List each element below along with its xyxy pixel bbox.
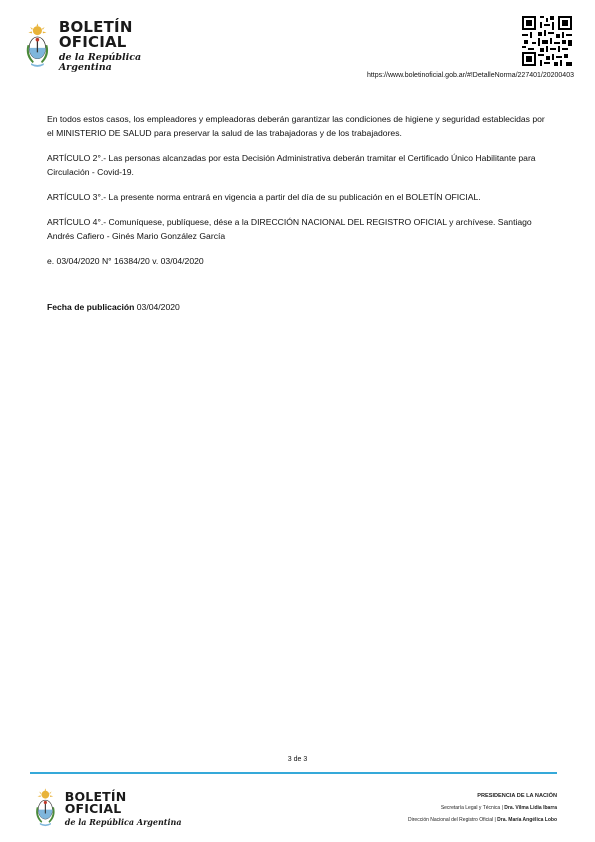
footer-divider — [30, 772, 557, 774]
publication-date-value: 03/04/2020 — [136, 302, 180, 312]
direccion-label: Dirección Nacional del Registro Oficial — [408, 817, 494, 823]
qr-code-icon — [522, 16, 572, 66]
logo-subtitle: de la República Argentina — [58, 52, 142, 73]
article-3: ARTÍCULO 3°.- La presente norma entrará en vigencia a partir del día de su publicación en el BOLETÍN OFICIAL. — [47, 192, 481, 202]
secretaria-name: Dra. Vilma Lidia Ibarra — [504, 805, 557, 811]
footer-logo-subtitle: de la República Argentina — [64, 816, 182, 827]
presidencia-label: PRESIDENCIA DE LA NACIÓN — [477, 793, 557, 799]
publication-date — [47, 302, 180, 312]
article-4: ARTÍCULO 4°.- Comuníquese, publíquese, dése a la DIRECCIÓN NACIONAL DEL REGISTRO OFICIAL y archívese. Santiago Andrés Cafiero - Ginés Mario González García — [47, 217, 532, 241]
secretaria-line: Secretaría Legal y Técnica | Dra. Vilma Lidia Ibarra — [440, 805, 557, 811]
footer-logo-title: BOLETÍN OFICIAL — [64, 788, 127, 816]
page-number: 3 de 3 — [287, 756, 308, 763]
coat-of-arms-icon — [22, 21, 53, 71]
publication-date-label: Fecha de publicación — [47, 302, 135, 312]
logo-title: BOLETÍN OFICIAL — [58, 18, 133, 51]
secretaria-label: Secretaría Legal y Técnica — [440, 805, 501, 811]
article-2: ARTÍCULO 2°.- Las personas alcanzadas por esta Decisión Administrativa deberán tramitar el Certificado Único Habilitante para Circulación - Covid-19. — [47, 153, 536, 177]
document-url[interactable]: https://www.boletinoficial.gob.ar/#!DetalleNorma/227401/20200403 — [366, 72, 574, 79]
direccion-line: Dirección Nacional del Registro Oficial | Dra. María Angélica Lobo — [408, 817, 557, 823]
header-logo — [22, 20, 192, 72]
edition-reference: e. 03/04/2020 N° 16384/20 v. 03/04/2020 — [47, 256, 204, 266]
document-body — [47, 112, 552, 279]
footer-credits — [408, 790, 557, 826]
paragraph: En todos estos casos, los empleadores y empleadoras deberán garantizar las condiciones de higiene y seguridad establecidas por el MINISTERIO DE SALUD para preservar la salud de las trabajadoras y de los trabajadores. — [47, 114, 545, 138]
footer-logo — [32, 786, 182, 830]
coat-of-arms-icon — [32, 787, 59, 829]
direccion-name: Dra. María Angélica Lobo — [497, 817, 557, 823]
